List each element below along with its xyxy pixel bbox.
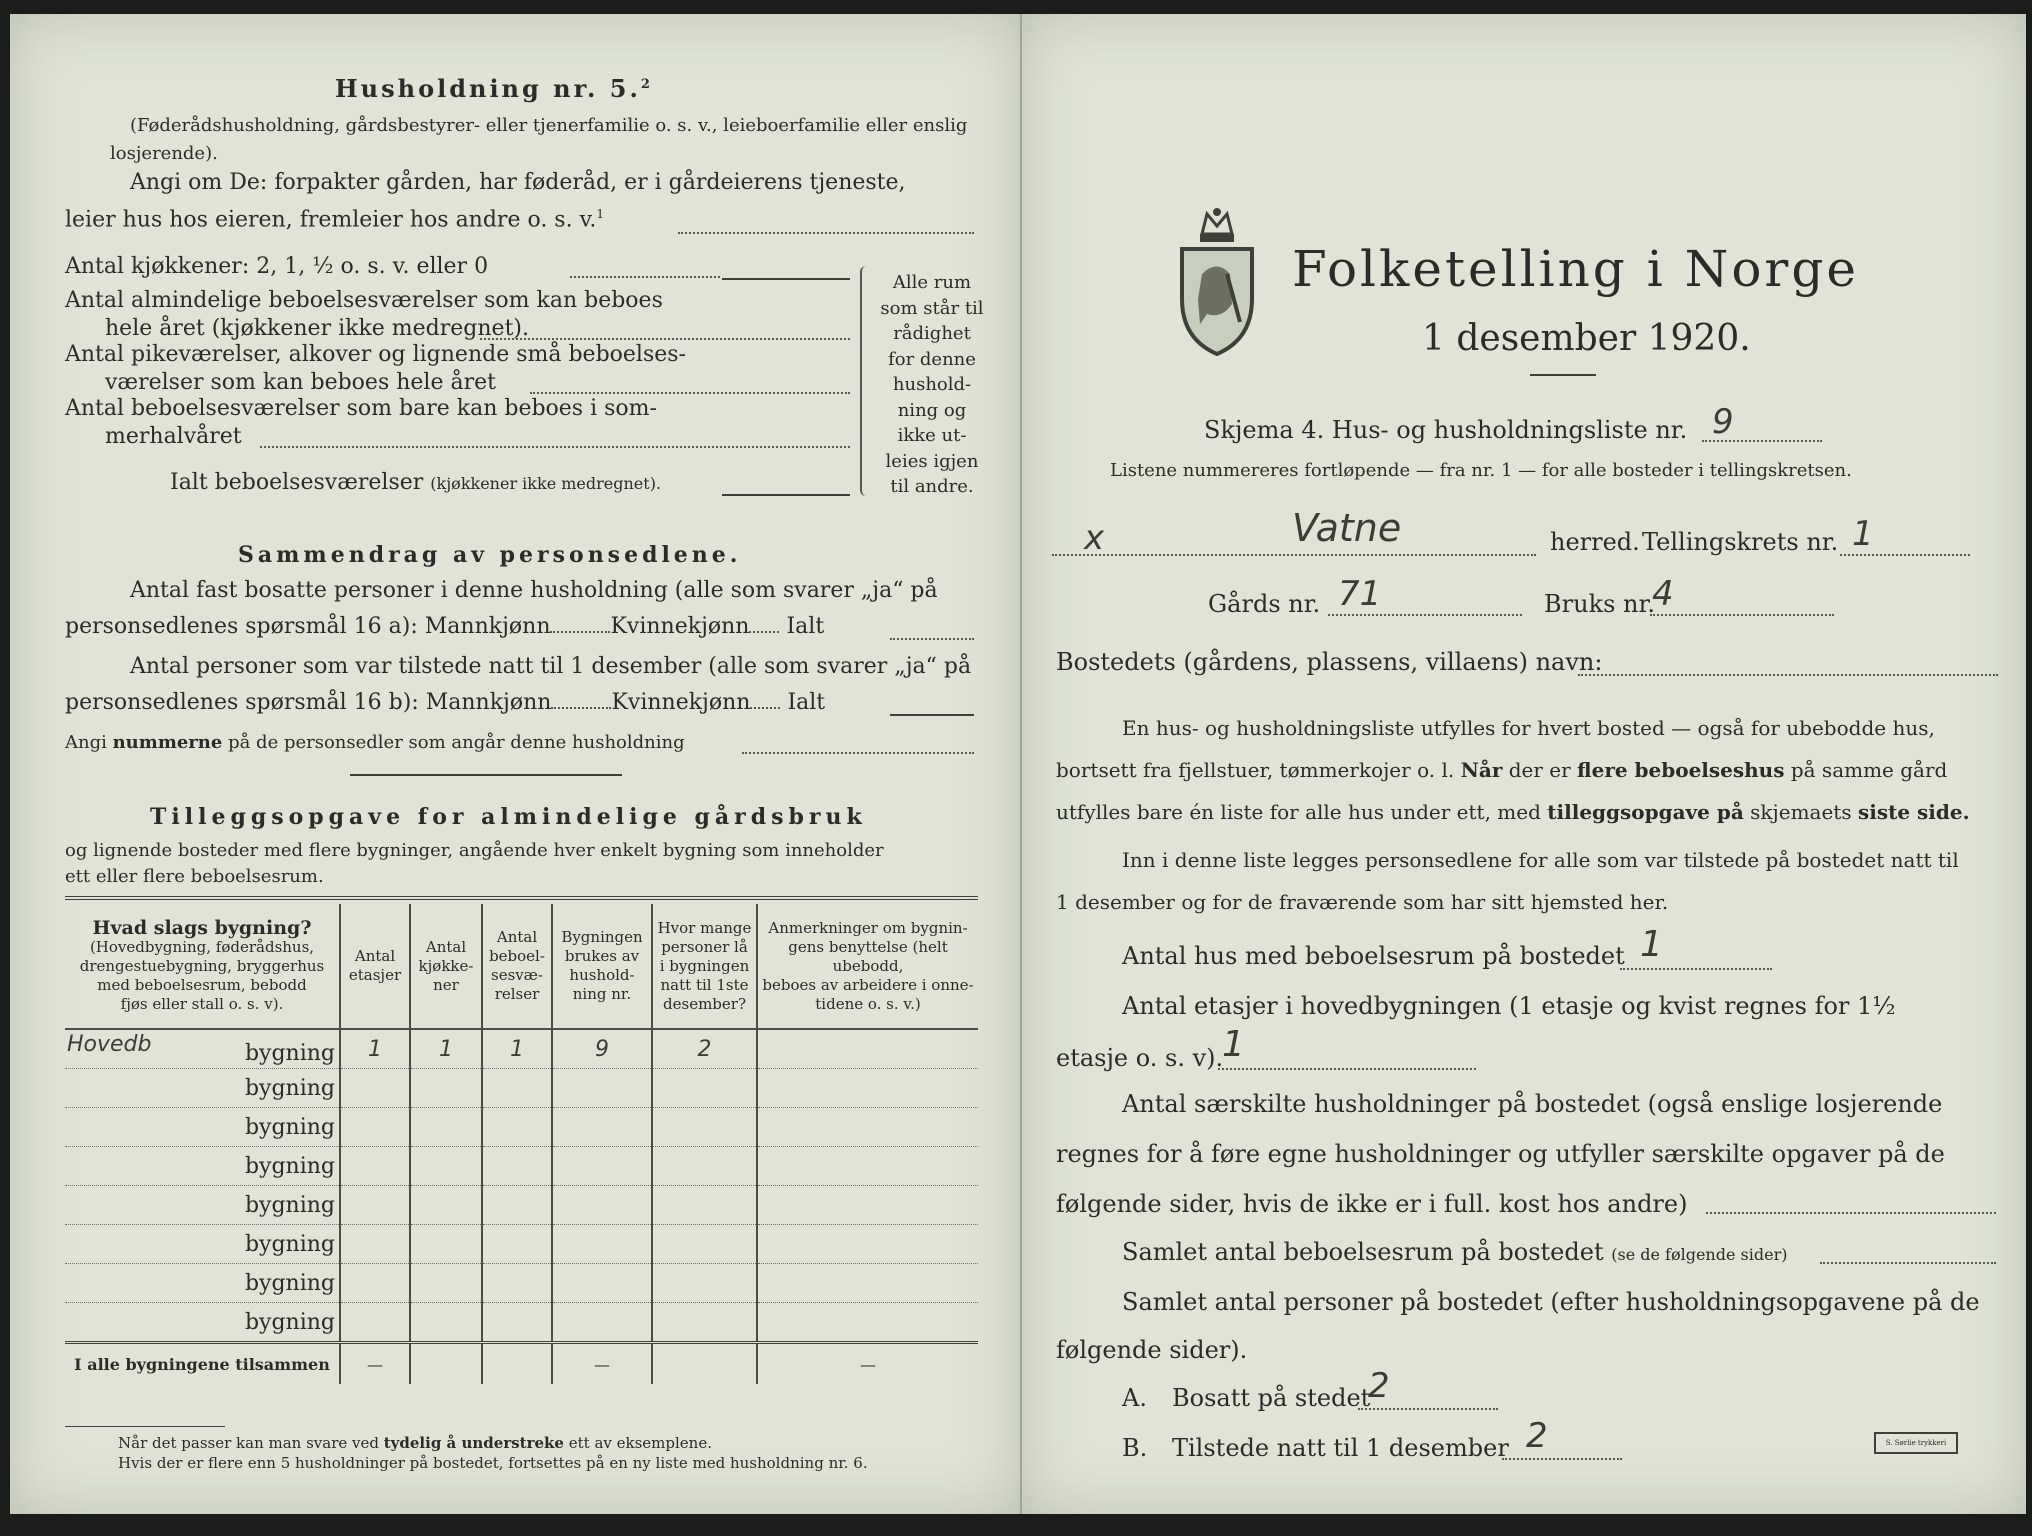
sarsk-a: Antal særskilte husholdninger på bostedet (også enslige losjerende	[1122, 1090, 1943, 1118]
antal-hus-value: 1	[1640, 924, 1663, 965]
gards-value: 71	[1338, 574, 1382, 614]
header-line: sesvæ-	[491, 966, 543, 984]
total-vaerelser	[482, 1343, 552, 1385]
rooms-summer-answer	[260, 446, 850, 448]
header-husholdning	[552, 904, 652, 1029]
table-row	[65, 1069, 978, 1108]
samlet-rum-note: (se de følgende sider)	[1611, 1245, 1788, 1264]
row-vaerelser	[482, 1303, 552, 1343]
b-label: B.	[1122, 1434, 1148, 1462]
side-note-line: som står til	[880, 297, 984, 319]
a-label: A.	[1122, 1384, 1147, 1412]
main-title: Folketelling i Norge	[1292, 240, 1859, 298]
footnote-rule	[65, 1426, 225, 1427]
row-bygning-label: bygning	[65, 1303, 340, 1343]
row-personer	[652, 1108, 757, 1147]
footnote-1-post: ett av eksemplene.	[563, 1434, 712, 1452]
summary-angi-line	[742, 752, 974, 754]
coat-of-arms-icon	[1172, 204, 1262, 364]
rooms-small-a: Antal pikeværelser, alkover og lignende små beboelses-	[65, 342, 686, 367]
summary-p2b-label: personsedlenes spørsmål 16 b): Mannkjønn	[65, 690, 552, 715]
header-building-type-title: Hvad slags bygning?	[92, 916, 312, 939]
para1c-bold2: siste side.	[1857, 800, 1970, 824]
row-bygning-label: bygning	[65, 1147, 340, 1186]
row-husholdning	[552, 1108, 652, 1147]
para1c-mid: skjemaets	[1743, 800, 1858, 824]
intro-answer-line	[678, 232, 974, 234]
row-bygning-label: bygning	[65, 1225, 340, 1264]
rooms-total-note: (kjøkkener ikke medregnet).	[430, 474, 662, 493]
row-anmerkning	[757, 1069, 978, 1108]
header-line: relser	[494, 985, 540, 1003]
summary-p1b	[65, 614, 824, 639]
row-kjokkener	[410, 1225, 482, 1264]
row-personer	[652, 1225, 757, 1264]
left-page	[10, 14, 1020, 1514]
row-type-value: Hovedb	[67, 1032, 152, 1057]
summary-p2-ialt: Ialt	[787, 690, 826, 715]
header-line: Bygningen	[561, 928, 643, 946]
household-title	[335, 74, 653, 103]
printer-stamp: S. Sørlie trykkeri	[1874, 1432, 1958, 1454]
bruks-line	[1650, 614, 1834, 616]
header-line: beboel-	[489, 947, 545, 965]
side-note-line: til andre.	[890, 476, 974, 497]
rooms-small-answer	[530, 392, 850, 394]
listene-note: Listene nummereres fortløpende — fra nr. 1 — for alle bosteder i tellingskretsen.	[1110, 460, 1852, 481]
row-kjokkener: 1	[410, 1029, 482, 1069]
rooms-small-b: værelser som kan beboes hele året	[105, 370, 496, 395]
summary-p1b-label: personsedlenes spørsmål 16 a): Mannkjønn	[65, 614, 551, 639]
header-building-type-line: fjøs eller stall o. s. v).	[120, 994, 284, 1013]
side-note-line: Alle rum	[892, 272, 972, 293]
household-intro-line2-text: leier hus hos eieren, fremleier hos andre o. s. v.	[65, 207, 597, 233]
rooms-kitchens-answer	[722, 278, 850, 280]
header-building-type-line: drengestuebygning, bryggerhus	[79, 956, 325, 975]
header-kjokkener	[410, 904, 482, 1029]
rooms-ordinary-a: Antal almindelige beboelsesværelser som kan beboes	[65, 288, 663, 313]
summary-angi-pre: Angi	[65, 732, 113, 753]
header-line: brukes av	[564, 947, 640, 965]
row-bygning-label: bygning	[65, 1108, 340, 1147]
row-anmerkning	[757, 1264, 978, 1303]
header-line: Anmerkninger om bygnin-	[768, 918, 968, 937]
household-intro-note: (Føderådshusholdning, gårdsbestyrer- eller tjenerfamilie o. s. v., leieboerfamilie eller enslig losjerende).	[110, 115, 968, 164]
para1b-bold: Når	[1460, 758, 1503, 782]
total-husholdning: —	[552, 1343, 652, 1385]
antal-hus-line	[1620, 968, 1772, 970]
total-label: I alle bygningene tilsammen	[65, 1343, 340, 1385]
household-intro-line2	[65, 207, 604, 232]
para1b-pre: bortsett fra fjellstuer, tømmerkojer o. l.	[1056, 758, 1461, 782]
a-text: Bosatt på stedet	[1172, 1384, 1371, 1412]
side-note-line: hushold-	[892, 374, 972, 395]
para1c	[1056, 800, 1970, 824]
title-divider	[1530, 374, 1596, 376]
summary-angi-post: på de personsedler som angår denne husholdning	[222, 732, 685, 753]
row-kjokkener	[410, 1108, 482, 1147]
main-date: 1 desember 1920.	[1422, 318, 1751, 359]
header-building-type-line: med beboelsesrum, bebodd	[97, 975, 307, 994]
table-row	[65, 1264, 978, 1303]
summary-title: Sammendrag av personsedlene.	[238, 542, 742, 568]
krets-value: 1	[1852, 514, 1874, 554]
side-note-line: ning og	[897, 399, 967, 421]
row-husholdning	[552, 1225, 652, 1264]
table-row	[65, 1225, 978, 1264]
row-etasjer	[340, 1108, 410, 1147]
header-line: Antal	[496, 928, 538, 946]
footnote-2: Hvis der er flere enn 5 husholdninger på bostedet, fortsettes på en ny liste med husholdning nr. 6.	[118, 1454, 868, 1472]
building-table	[65, 904, 978, 1384]
row-anmerkning	[757, 1147, 978, 1186]
header-building-type	[65, 904, 340, 1029]
samlet-pers-b: følgende sider).	[1056, 1336, 1248, 1364]
etasjer-value: 1	[1222, 1024, 1245, 1065]
para1b-post: på samme gård	[1784, 758, 1948, 782]
herred-label: herred.	[1550, 528, 1640, 556]
header-line: ner	[433, 975, 459, 994]
summary-angi	[65, 732, 685, 753]
rooms-brace	[860, 266, 868, 496]
header-etasjer	[340, 904, 410, 1029]
summary-p2-kvinne: Kvinnekjønn	[611, 690, 751, 715]
tillegg-desc1: og lignende bosteder med flere bygninger, angående hver enkelt bygning som inneholder	[65, 840, 884, 861]
household-title-text: Husholdning nr. 5.	[335, 74, 641, 103]
bosted-line	[1578, 674, 1998, 676]
samlet-pers-a: Samlet antal personer på bostedet (efter husholdningsopgavene på de	[1122, 1288, 1980, 1316]
header-line: beboes av arbeidere i onne-	[762, 975, 974, 994]
row-husholdning	[552, 1069, 652, 1108]
rooms-total	[170, 470, 661, 495]
liste-nr-line	[1702, 440, 1822, 442]
summary-p2b	[65, 690, 825, 715]
rooms-ordinary-b: hele året (kjøkkener ikke medregnet).	[105, 316, 529, 341]
rooms-side-note	[872, 270, 992, 500]
header-building-type-line: (Hovedbygning, føderådshus,	[89, 937, 315, 956]
total-kjokkener	[410, 1343, 482, 1385]
row-personer	[652, 1303, 757, 1343]
row-kjokkener	[410, 1264, 482, 1303]
row-anmerkning	[757, 1108, 978, 1147]
header-vaerelser	[482, 904, 552, 1029]
total-anmerkning: —	[757, 1343, 978, 1385]
row-etasjer	[340, 1264, 410, 1303]
header-line: personer lå	[661, 937, 748, 956]
row-kjokkener	[410, 1147, 482, 1186]
samlet-rum	[1122, 1238, 1787, 1266]
summary-angi-bold: nummerne	[112, 732, 223, 753]
para1b-bold2: flere beboelseshus	[1577, 758, 1785, 782]
row-kjokkener	[410, 1069, 482, 1108]
header-line: etasjer	[348, 966, 402, 984]
row-bygning-label: bygning	[65, 1069, 340, 1108]
row-vaerelser	[482, 1147, 552, 1186]
header-line: tidene o. s. v.)	[815, 994, 921, 1013]
header-personer	[652, 904, 757, 1029]
rooms-total-label: Ialt beboelsesværelser	[170, 470, 424, 495]
footnote-1-pre: Når det passer kan man svare ved	[118, 1434, 384, 1452]
etasjer-line	[1218, 1068, 1476, 1070]
side-note-line: rådighet	[893, 323, 971, 344]
rooms-kitchens: Antal kjøkkener: 2, 1, ½ o. s. v. eller 0	[65, 254, 489, 279]
row-personer: 2	[652, 1029, 757, 1069]
b-value: 2	[1526, 1416, 1548, 1456]
summary-p2-ialt-line	[890, 714, 974, 716]
row-husholdning	[552, 1264, 652, 1303]
herred-line	[1052, 554, 1536, 556]
row-husholdning: 9	[552, 1029, 652, 1069]
row-etasjer	[340, 1069, 410, 1108]
row-bygning-label: bygning	[244, 1041, 335, 1066]
row-husholdning	[552, 1147, 652, 1186]
header-anmerkninger	[757, 904, 978, 1029]
row-personer	[652, 1264, 757, 1303]
row-kjokkener	[410, 1186, 482, 1225]
household-intro-sup: 1	[596, 207, 605, 221]
summary-p2a: Antal personer som var tilstede natt til 1 desember (alle som svarer „ja“ på	[130, 654, 972, 679]
header-line: gens benyttelse (helt ubebodd,	[788, 937, 948, 975]
row-kjokkener	[410, 1303, 482, 1343]
para1c-bold: tilleggsopgave på	[1547, 800, 1744, 824]
header-line: Antal	[425, 937, 467, 956]
para2a: Inn i denne liste legges personsedlene for alle som var tilstede på bostedet natt til	[1122, 848, 1959, 872]
para2b: 1 desember og for de fraværende som har sitt hjemsted her.	[1056, 890, 1669, 914]
bruks-label: Bruks nr.	[1544, 590, 1655, 618]
herred-value: Vatne	[1292, 506, 1402, 550]
total-personer	[652, 1343, 757, 1385]
row-vaerelser	[482, 1264, 552, 1303]
krets-line	[1840, 554, 1970, 556]
header-line: i bygningen	[659, 956, 750, 975]
household-intro-line1: Angi om De: forpakter gården, har føderåd, er i gårdeierens tjeneste,	[130, 170, 906, 195]
header-line: Hvor mange	[657, 918, 752, 937]
row-personer	[652, 1186, 757, 1225]
row-personer	[652, 1147, 757, 1186]
row-vaerelser	[482, 1108, 552, 1147]
row-vaerelser	[482, 1225, 552, 1264]
samlet-rum-label: Samlet antal beboelsesrum på bostedet	[1122, 1238, 1604, 1266]
row-anmerkning	[757, 1225, 978, 1264]
table-total-row	[65, 1343, 978, 1385]
row-anmerkning	[757, 1303, 978, 1343]
rooms-summer-b: merhalvåret	[105, 424, 242, 449]
table-row	[65, 1147, 978, 1186]
tillegg-title: Tilleggsopgave for almindelige gårdsbruk	[150, 804, 867, 830]
para1b-mid: der er	[1502, 758, 1578, 782]
b-line	[1502, 1458, 1622, 1460]
total-etasjer: —	[340, 1343, 410, 1385]
summary-divider	[350, 774, 622, 776]
building-table-header	[65, 904, 978, 1029]
row-husholdning	[552, 1186, 652, 1225]
tillegg-desc2: ett eller flere beboelsesrum.	[65, 866, 324, 887]
row-bygning-label: bygning	[65, 1186, 340, 1225]
right-page	[1022, 14, 2026, 1514]
row-vaerelser	[482, 1069, 552, 1108]
row-etasjer	[340, 1147, 410, 1186]
sarsk-c: følgende sider, hvis de ikke er i full. kost hos andre)	[1056, 1190, 1688, 1218]
header-line: hushold-	[569, 966, 635, 984]
para1c-pre: utfylles bare én liste for alle hus under ett, med	[1056, 800, 1548, 824]
etasjer-a: Antal etasjer i hovedbygningen (1 etasje og kvist regnes for 1½	[1122, 992, 1896, 1020]
footnote-1-bold: tydelig å understreke	[383, 1434, 564, 1452]
row-anmerkning	[757, 1186, 978, 1225]
household-title-sup: 2	[640, 77, 653, 92]
header-line: Antal	[354, 947, 396, 965]
row-etasjer: 1	[340, 1029, 410, 1069]
krets-label: Tellingskrets nr.	[1642, 528, 1839, 556]
side-note-line: for denne	[888, 348, 976, 370]
row-etasjer	[340, 1186, 410, 1225]
header-line: kjøkke-	[418, 956, 474, 975]
side-note-line: ikke ut-	[897, 425, 967, 446]
table-top-rule	[65, 896, 978, 900]
table-row	[65, 1303, 978, 1343]
side-note-line: leies igjen	[885, 450, 979, 472]
summary-p1-ialt-line	[890, 638, 974, 640]
skjema-line: Skjema 4. Hus- og husholdningsliste nr.	[1204, 416, 1688, 444]
samlet-rum-line	[1820, 1262, 1996, 1264]
row-etasjer	[340, 1225, 410, 1264]
bruks-value: 4	[1652, 574, 1674, 614]
table-row	[65, 1108, 978, 1147]
row-anmerkning	[757, 1029, 978, 1069]
gards-label: Gårds nr.	[1208, 590, 1321, 618]
gards-line	[1328, 614, 1522, 616]
sarsk-b: regnes for å føre egne husholdninger og utfyller særskilte opgaver på de	[1056, 1140, 1945, 1168]
table-row	[65, 1029, 978, 1069]
bosted-label: Bostedets (gårdens, plassens, villaens) navn:	[1056, 648, 1603, 676]
table-row	[65, 1186, 978, 1225]
header-line: natt til 1ste	[660, 975, 749, 994]
row-etasjer	[340, 1303, 410, 1343]
row-vaerelser: 1	[482, 1029, 552, 1069]
antal-hus-label: Antal hus med beboelsesrum på bostedet	[1122, 942, 1625, 970]
header-line: desember?	[663, 994, 746, 1013]
para1a: En hus- og husholdningsliste utfylles for hvert bosted — også for ubebodde hus,	[1122, 716, 1935, 740]
rooms-total-answer	[722, 494, 850, 496]
b-text: Tilstede natt til 1 desember	[1172, 1434, 1509, 1462]
footnote-1	[118, 1434, 712, 1452]
a-value: 2	[1368, 1366, 1390, 1406]
para1b	[1056, 758, 1947, 782]
liste-nr-value: 9	[1712, 402, 1734, 442]
summary-p1a: Antal fast bosatte personer i denne husholdning (alle som svarer „ja“ på	[130, 578, 938, 603]
a-line	[1358, 1408, 1498, 1410]
row-type-cell	[65, 1029, 340, 1069]
rooms-ordinary-answer	[480, 338, 850, 340]
row-personer	[652, 1069, 757, 1108]
herred-prefix: x	[1084, 518, 1105, 558]
row-vaerelser	[482, 1186, 552, 1225]
sarsk-line	[1706, 1212, 1996, 1214]
summary-p1-kvinne: Kvinnekjønn	[610, 614, 750, 639]
row-husholdning	[552, 1303, 652, 1343]
summary-p1-ialt: Ialt	[786, 614, 825, 639]
header-line: ning nr.	[572, 985, 632, 1003]
rooms-kitchens-dots	[570, 276, 720, 278]
row-bygning-label: bygning	[65, 1264, 340, 1303]
etasjer-b: etasje o. s. v).	[1056, 1044, 1224, 1072]
rooms-summer-a: Antal beboelsesværelser som bare kan beboes i som-	[65, 396, 657, 421]
